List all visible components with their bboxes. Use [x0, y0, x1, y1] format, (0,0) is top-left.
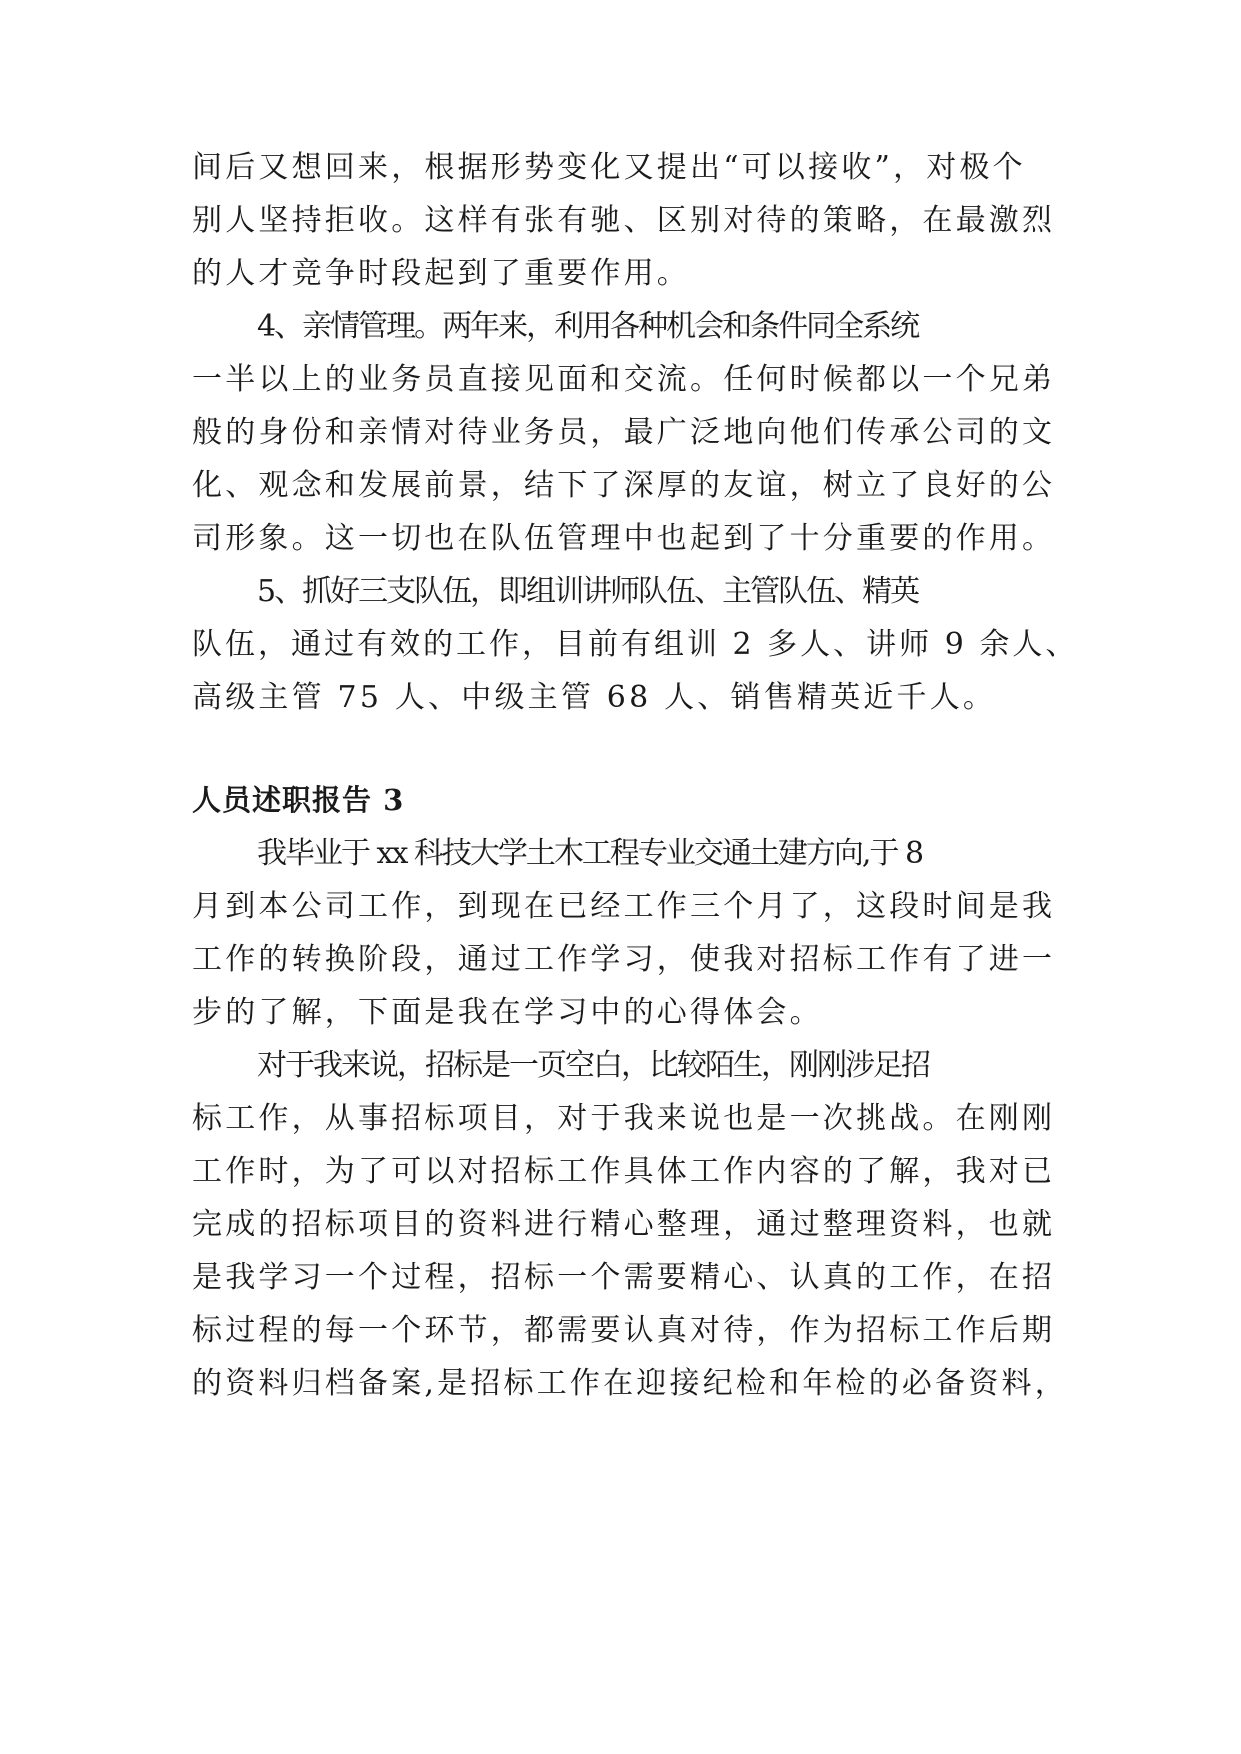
- paragraph-line: 是我学习一个过程，招标一个需要精心、认真的工作，在招: [192, 1260, 1056, 1295]
- paragraph-line: 的资料归档备案,是招标工作在迎接纪检和年检的必备资料，: [192, 1366, 1068, 1401]
- paragraph-line: 别人坚持拒收。这样有张有驰、区别对待的策略，在最激烈: [192, 203, 1056, 238]
- paragraph-line: 5、抓好三支队伍，即组训讲师队伍、主管队伍、精英: [257, 574, 919, 609]
- paragraph-line: 标工作，从事招标项目，对于我来说也是一次挑战。在刚刚: [192, 1101, 1056, 1136]
- paragraph-line: 般的身份和亲情对待业务员，最广泛地向他们传承公司的文: [192, 415, 1056, 450]
- paragraph-line: 队伍，通过有效的工作，目前有组训 2 多人、讲师 9 余人、: [192, 627, 1079, 662]
- paragraph-line: 步的了解，下面是我在学习中的心得体会。: [192, 995, 823, 1030]
- paragraph-line: 化、观念和发展前景，结下了深厚的友谊，树立了良好的公: [192, 468, 1056, 503]
- paragraph-line: 高级主管 75 人、中级主管 68 人、销售精英近千人。: [192, 680, 997, 715]
- paragraph-line: 的人才竞争时段起到了重要作用。: [192, 256, 690, 291]
- section-title: 人员述职报告 3: [192, 783, 405, 817]
- paragraph-line: 工作时，为了可以对招标工作具体工作内容的了解，我对已: [192, 1154, 1056, 1189]
- paragraph-line: 完成的招标项目的资料进行精心整理，通过整理资料，也就: [192, 1207, 1056, 1242]
- paragraph-line: 司形象。这一切也在队伍管理中也起到了十分重要的作用。: [192, 521, 1056, 556]
- paragraph-line: 对于我来说，招标是一页空白，比较陌生，刚刚涉足招: [257, 1048, 929, 1083]
- paragraph-line: 4、亲情管理。两年来，利用各种机会和条件同全系统: [257, 309, 919, 344]
- paragraph-line: 我毕业于 xx 科技大学土木工程专业交通土建方向,于 8: [257, 836, 923, 871]
- paragraph-line: 月到本公司工作，到现在已经工作三个月了，这段时间是我: [192, 889, 1056, 924]
- paragraph-line: 间后又想回来，根据形势变化又提出“可以接收”，对极个: [192, 150, 1026, 185]
- paragraph-line: 工作的转换阶段，通过工作学习，使我对招标工作有了进一: [192, 942, 1056, 977]
- paragraph-line: 标过程的每一个环节，都需要认真对待，作为招标工作后期: [192, 1313, 1056, 1348]
- paragraph-line: 一半以上的业务员直接见面和交流。任何时候都以一个兄弟: [192, 362, 1056, 397]
